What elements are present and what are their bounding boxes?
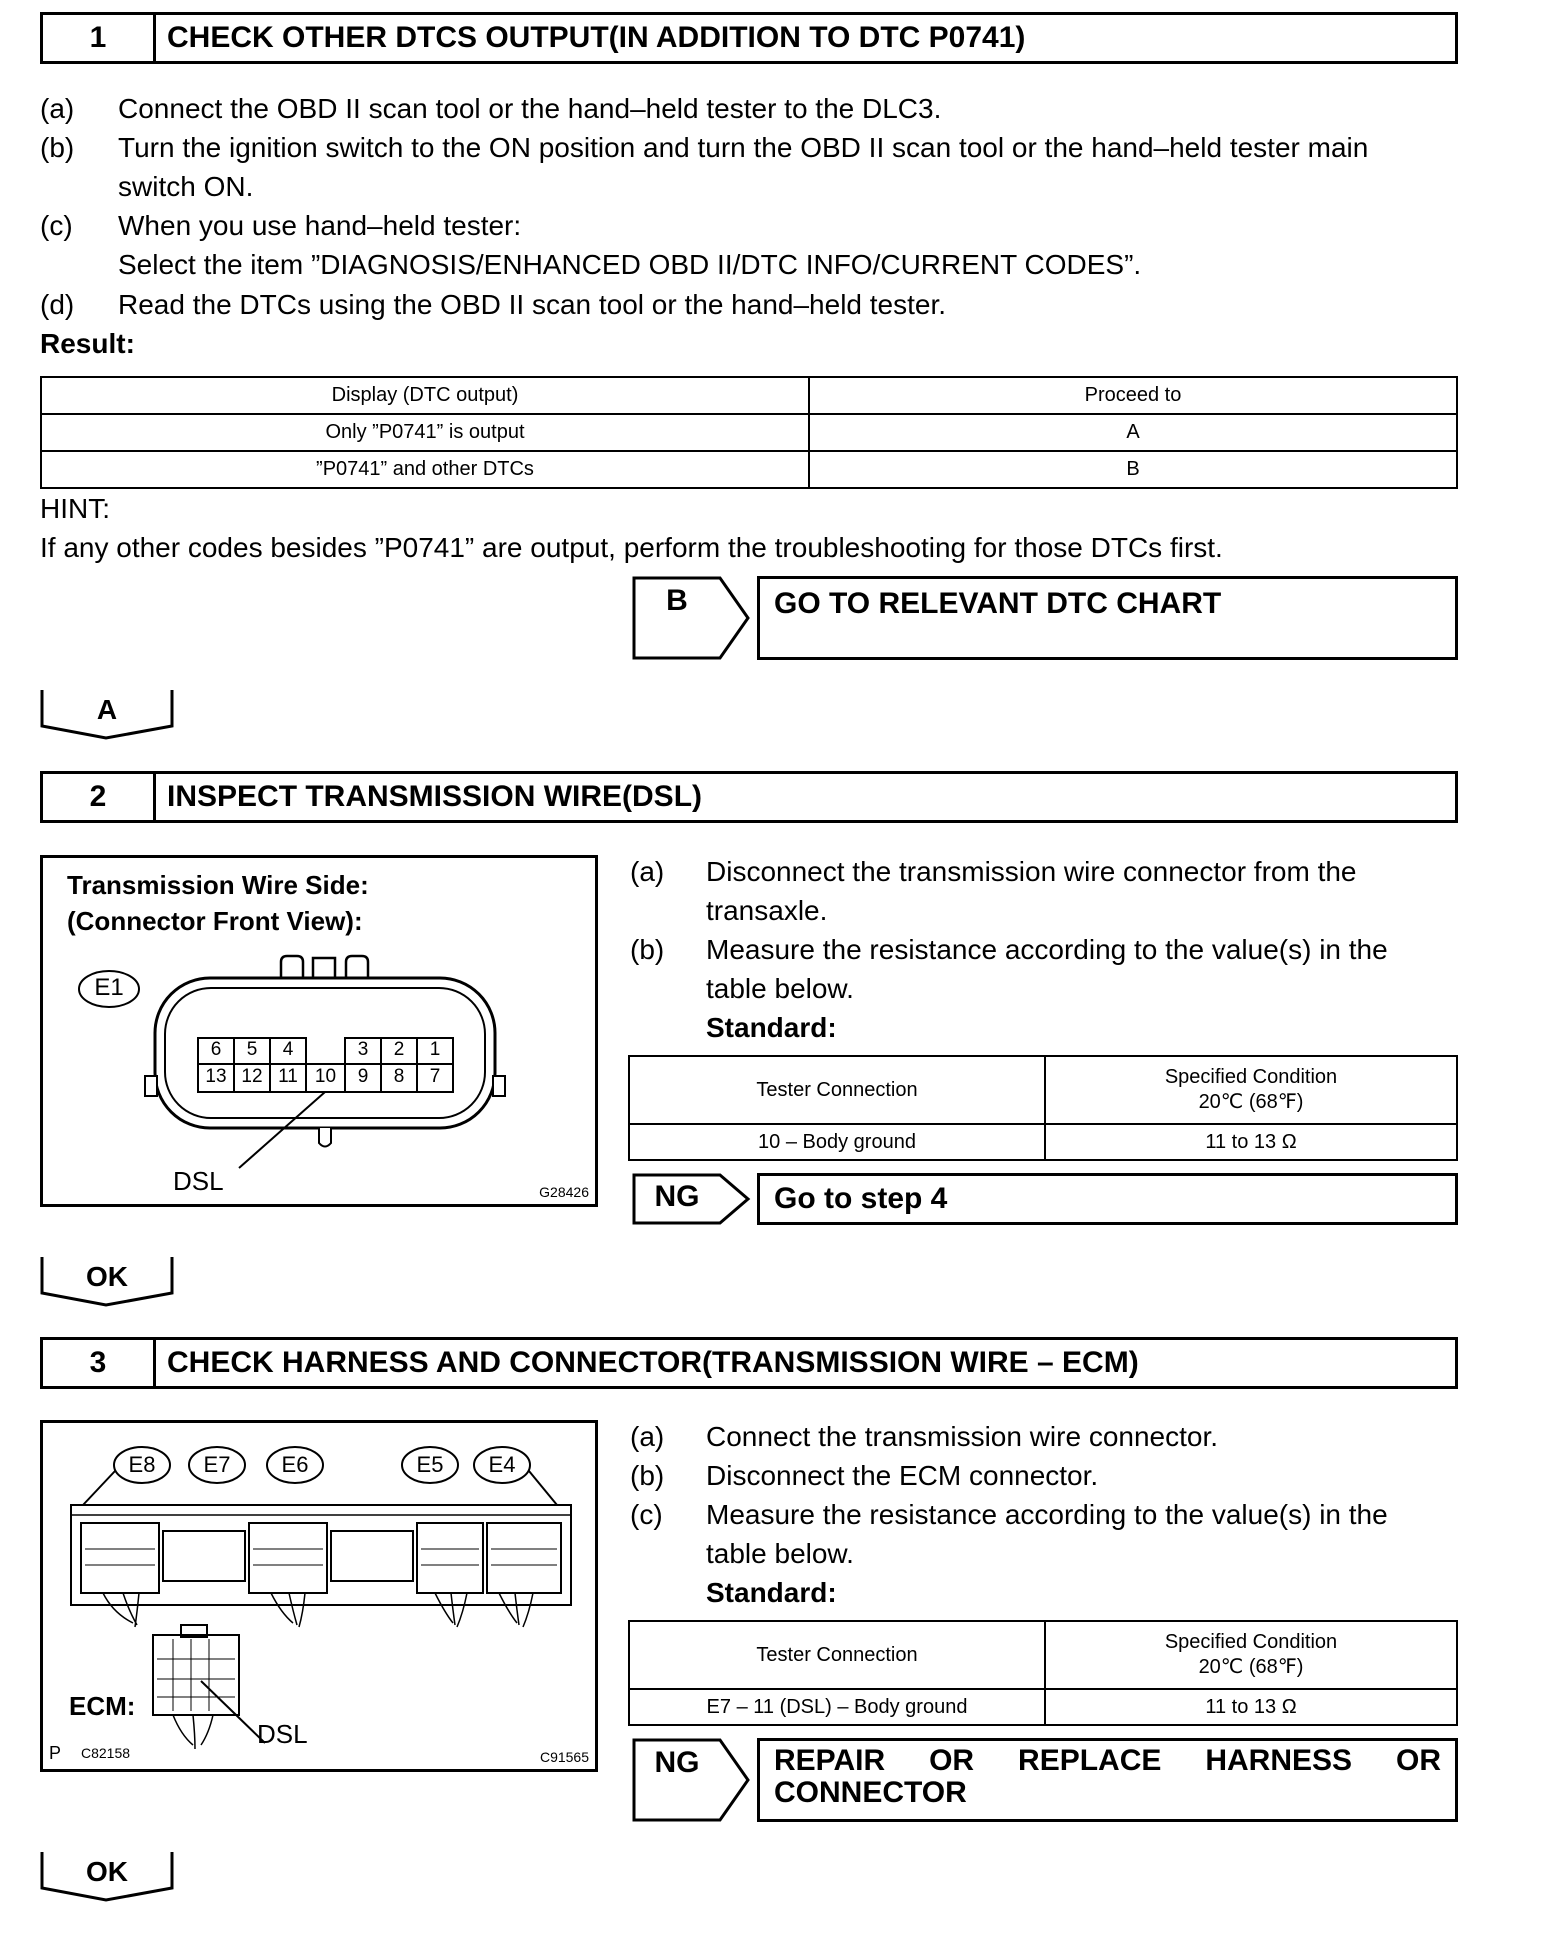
pin-number: 5 <box>246 1039 258 1060</box>
step2-header <box>40 771 1458 823</box>
pin-number: 3 <box>357 1039 369 1060</box>
table-header-line: Specified Condition <box>1164 1066 1338 1088</box>
figure-code: C82158 <box>81 1745 131 1761</box>
figure-caption: (Connector Front View): <box>67 906 363 936</box>
step-number: 2 <box>43 774 156 820</box>
step1-header <box>40 12 1458 64</box>
table-header <box>1045 1621 1457 1689</box>
table-header: Display (DTC output) <box>41 377 809 414</box>
item-text: Read the DTCs using the OBD II scan tool or the hand–held tester. <box>118 289 947 320</box>
connector-figure <box>40 855 598 1207</box>
pin-number: 13 <box>205 1066 227 1087</box>
item-marker: (a) <box>630 856 665 887</box>
connector-drawing <box>43 858 595 1204</box>
ecm-label: ECM: <box>69 1691 136 1721</box>
table-header-line: 20℃ (68℉) <box>1198 1656 1304 1678</box>
item-text: switch ON. <box>118 171 254 202</box>
pin-number: 12 <box>241 1066 263 1087</box>
item-text: Measure the resistance according to the value(s) in the <box>706 1499 1388 1530</box>
table-cell: Only ”P0741” is output <box>41 414 809 451</box>
item-text: Connect the OBD II scan tool or the hand–held tester to the DLC3. <box>118 93 942 124</box>
standard-label: Standard: <box>706 1012 837 1043</box>
result-label: Result: <box>40 328 135 359</box>
ng-tag-label: NG <box>654 1180 700 1213</box>
result-table <box>40 376 1458 489</box>
item-marker: (b) <box>630 934 665 965</box>
table-header: Tester Connection <box>629 1621 1045 1689</box>
table-cell: B <box>809 451 1457 488</box>
table-header-line: Specified Condition <box>1164 1631 1338 1653</box>
ng-action-text: Go to step 4 <box>774 1182 948 1215</box>
ng-action-word: REPLACE <box>1018 1744 1162 1777</box>
ecm-figure <box>40 1420 598 1772</box>
table-header-row <box>41 377 1457 414</box>
ng-action-word: HARNESS <box>1205 1744 1353 1777</box>
pin-number: 4 <box>282 1039 294 1060</box>
standard-table <box>628 1055 1458 1161</box>
table-cell: 11 to 13 Ω <box>1045 1124 1457 1160</box>
connector-id-label: E5 <box>416 1452 444 1477</box>
figure-code-prefix: P <box>49 1743 62 1763</box>
table-row <box>41 414 1457 451</box>
item-text: Disconnect the transmission wire connector from the <box>706 856 1357 887</box>
step-title: CHECK OTHER DTCS OUTPUT(IN ADDITION TO DTC P0741) <box>167 21 1026 54</box>
ng-action-line <box>774 1745 1441 1777</box>
table-header <box>1045 1056 1457 1124</box>
table-header-line: 20℃ (68℉) <box>1198 1091 1304 1113</box>
pin-label: DSL <box>173 1166 224 1196</box>
table-cell: A <box>809 414 1457 451</box>
table-row <box>629 1689 1457 1725</box>
item-text: transaxle. <box>706 895 828 926</box>
table-header-row <box>629 1621 1457 1689</box>
item-text: table below. <box>706 1538 854 1569</box>
step-number: 3 <box>43 1340 156 1386</box>
step-number: 1 <box>43 15 156 61</box>
table-header-row <box>629 1056 1457 1124</box>
hint-text: If any other codes besides ”P0741” are output, perform the troubleshooting for those DTCs first. <box>40 532 1223 563</box>
next-tag-label: A <box>96 694 118 725</box>
standard-table <box>628 1620 1458 1726</box>
connector-id-label: E7 <box>203 1452 231 1477</box>
ng-action-word: REPAIR <box>774 1744 886 1777</box>
ok-tag-label: OK <box>86 1261 128 1292</box>
pin-number: 10 <box>314 1066 337 1087</box>
pin-number: 11 <box>278 1066 298 1087</box>
table-cell: ”P0741” and other DTCs <box>41 451 809 488</box>
pin-label: DSL <box>257 1719 308 1749</box>
item-text: Disconnect the ECM connector. <box>706 1460 1099 1491</box>
figure-caption: Transmission Wire Side: <box>67 870 369 900</box>
pin-number: 7 <box>429 1066 441 1087</box>
item-marker: (b) <box>630 1460 665 1491</box>
ng-action-line: CONNECTOR <box>774 1776 967 1809</box>
item-text: table below. <box>706 973 854 1004</box>
item-marker: (a) <box>630 1421 665 1452</box>
figure-code: G28426 <box>539 1184 589 1200</box>
item-marker: (d) <box>40 289 75 320</box>
item-text: Select the item ”DIAGNOSIS/ENHANCED OBD II/DTC INFO/CURRENT CODES”. <box>118 249 1142 280</box>
pin-number: 6 <box>210 1039 222 1060</box>
table-header: Proceed to <box>809 377 1457 414</box>
ng-action-word: OR <box>1396 1744 1441 1777</box>
table-row <box>629 1124 1457 1160</box>
item-marker: (b) <box>40 132 75 163</box>
table-header: Tester Connection <box>629 1056 1045 1124</box>
table-cell: 10 – Body ground <box>629 1124 1045 1160</box>
item-text: Turn the ignition switch to the ON position and turn the OBD II scan tool or the hand–held tester main <box>118 132 1369 163</box>
pin-number: 9 <box>357 1066 369 1087</box>
branch-action-box <box>757 576 1458 660</box>
step-title: INSPECT TRANSMISSION WIRE(DSL) <box>167 780 703 813</box>
table-cell: 11 to 13 Ω <box>1045 1689 1457 1725</box>
ng-action-word: OR <box>929 1744 975 1777</box>
step3-header <box>40 1337 1458 1389</box>
connector-id-label: E6 <box>281 1452 309 1477</box>
item-marker: (c) <box>630 1499 663 1530</box>
connector-id-label: E4 <box>488 1452 516 1477</box>
pin-number: 2 <box>393 1039 405 1060</box>
branch-tag-label: B <box>666 584 688 617</box>
table-cell: E7 – 11 (DSL) – Body ground <box>629 1689 1045 1725</box>
ok-tag-label: OK <box>86 1856 128 1887</box>
item-text: Connect the transmission wire connector. <box>706 1421 1219 1452</box>
figure-code: C91565 <box>539 1749 589 1765</box>
standard-label: Standard: <box>706 1577 837 1608</box>
step-title: CHECK HARNESS AND CONNECTOR(TRANSMISSION WIRE – ECM) <box>167 1346 1139 1379</box>
pin-number: 1 <box>429 1039 441 1060</box>
branch-action-text: GO TO RELEVANT DTC CHART <box>774 587 1222 620</box>
ng-action-box <box>757 1738 1458 1822</box>
item-text: When you use hand–held tester: <box>118 210 522 241</box>
item-marker: (c) <box>40 210 73 241</box>
connector-id-label: E1 <box>94 974 124 1001</box>
hint-label: HINT: <box>40 493 110 524</box>
ng-tag-label: NG <box>654 1746 700 1779</box>
pin-number: 8 <box>393 1066 405 1087</box>
item-text: Measure the resistance according to the value(s) in the <box>706 934 1388 965</box>
table-row <box>41 451 1457 488</box>
item-marker: (a) <box>40 93 75 124</box>
ng-action-box <box>757 1173 1458 1225</box>
connector-id-label: E8 <box>128 1452 156 1477</box>
